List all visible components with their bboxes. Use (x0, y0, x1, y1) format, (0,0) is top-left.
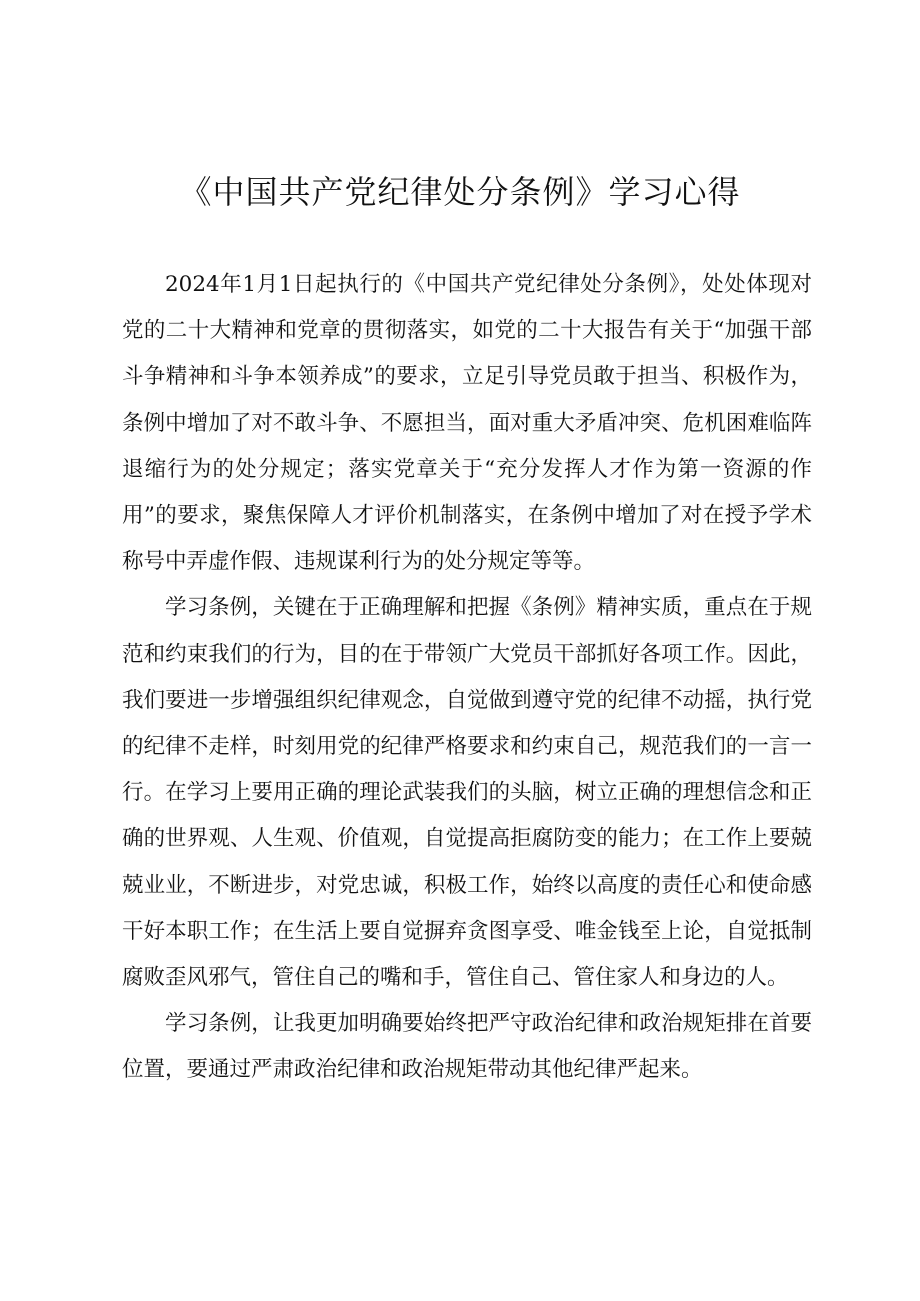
document-body (122, 262, 812, 1094)
paragraph-3: 学习条例，让我更加明确要始终把严守政治纪律和政治规矩排在首要位置，要通过严肃政治纪律和政治规矩带动其他纪律严起来。 (122, 1011, 812, 1083)
paragraph-2: 学习条例，关键在于正确理解和把握《条例》精神实质，重点在于规范和约束我们的行为，目的在于带领广大党员干部抓好各项工作。因此，我们要进一步增强组织纪律观念，自觉做到遵守党的纪律不动摇，执行党的纪律不走样，时刻用党的纪律严格要求和约束自己，规范我们的一言一行。在学习上要用正确的理论武装我们的头脑，树立正确的理想信念和正确的世界观、人生观、价值观，自觉提高拒腐防变的能力；在工作上要兢兢业业，不断进步，对党忠诚，积极工作，始终以高度的责任心和使命感干好本职工作；在生活上要自觉摒弃贪图享受、唯金钱至上论，自觉抵制腐败歪风邪气，管住自己的嘴和手，管住自己、管住家人和身边的人。 (122, 595, 812, 991)
paragraph-1: 2024年1月1日起执行的《中国共产党纪律处分条例》，处处体现对党的二十大精神和党章的贯彻落实，如党的二十大报告有关于“加强干部斗争精神和斗争本领养成”的要求，立足引导党员敢于担当、积极作为，条例中增加了对不敢斗争、不愿担当，面对重大矛盾冲突、危机困难临阵退缩行为的处分规定；落实党章关于“充分发挥人才作为第一资源的作用”的要求，聚焦保障人才评价机制落实，在条例中增加了对在授予学术称号中弄虚作假、违规谋利行为的处分规定等等。 (122, 272, 812, 575)
document-title: 《中国共产党纪律处分条例》学习心得 (179, 173, 741, 211)
